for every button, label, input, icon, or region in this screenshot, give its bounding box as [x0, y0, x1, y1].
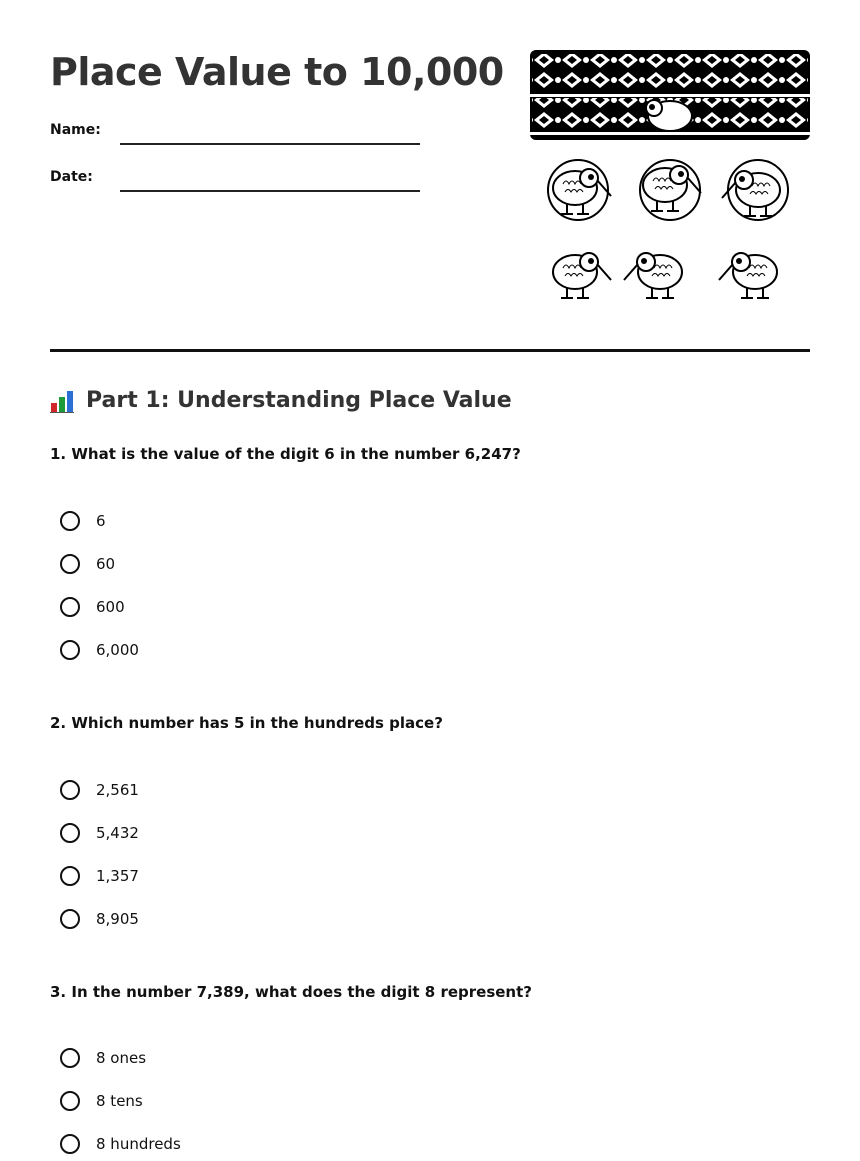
option-label: 8 tens: [96, 1092, 143, 1110]
radio-button[interactable]: [60, 640, 80, 660]
option-label: 600: [96, 598, 125, 616]
option-q2-d[interactable]: [60, 909, 139, 929]
name-field[interactable]: [120, 143, 420, 145]
option-q2-c[interactable]: [60, 866, 139, 886]
option-label: 8 hundreds: [96, 1135, 181, 1153]
section-title-text: Part 1: Understanding Place Value: [86, 388, 512, 413]
option-label: 1,357: [96, 867, 139, 885]
radio-button[interactable]: [60, 1134, 80, 1154]
kiwi-illustration: [530, 50, 810, 310]
radio-button[interactable]: [60, 866, 80, 886]
radio-button[interactable]: [60, 1091, 80, 1111]
option-label: 6,000: [96, 641, 139, 659]
bar-chart-icon: [50, 389, 74, 413]
option-label: 60: [96, 555, 116, 573]
option-label: 6: [96, 512, 106, 530]
option-q1-c[interactable]: [60, 597, 125, 617]
radio-button[interactable]: [60, 909, 80, 929]
section-divider: [50, 349, 810, 352]
date-label: Date:: [50, 169, 93, 185]
option-q2-b[interactable]: [60, 823, 139, 843]
radio-button[interactable]: [60, 597, 80, 617]
option-q2-a[interactable]: [60, 780, 139, 800]
option-label: 8 ones: [96, 1049, 147, 1067]
radio-button[interactable]: [60, 823, 80, 843]
date-field[interactable]: [120, 190, 420, 192]
option-q1-b[interactable]: [60, 554, 115, 574]
name-label: Name:: [50, 122, 101, 138]
radio-button[interactable]: [60, 554, 80, 574]
option-q3-c[interactable]: [60, 1134, 181, 1154]
option-q1-d[interactable]: [60, 640, 139, 660]
option-label: 5,432: [96, 824, 139, 842]
section-title: [50, 388, 512, 413]
option-q3-a[interactable]: [60, 1048, 146, 1068]
option-q3-b[interactable]: [60, 1091, 143, 1111]
radio-button[interactable]: [60, 511, 80, 531]
option-label: 2,561: [96, 781, 139, 799]
question-3: 3. In the number 7,389, what does the digit 8 represent?: [50, 983, 532, 1001]
question-2: 2. Which number has 5 in the hundreds place?: [50, 714, 443, 732]
radio-button[interactable]: [60, 780, 80, 800]
worksheet-title: Place Value to 10,000: [50, 50, 504, 94]
radio-button[interactable]: [60, 1048, 80, 1068]
question-1: 1. What is the value of the digit 6 in the number 6,247?: [50, 445, 521, 463]
option-label: 8,905: [96, 910, 139, 928]
option-q1-a[interactable]: [60, 511, 106, 531]
